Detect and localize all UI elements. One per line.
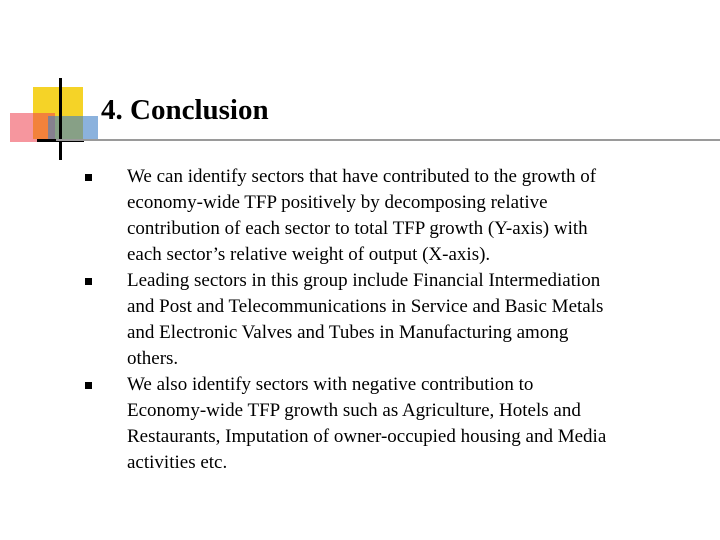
bullet-text: Leading sectors in this group include Financial Intermediation and Post and Telecommunications in Service and Basic Metals and Electronic Valves and Tubes in Manufacturing among others. xyxy=(127,270,604,369)
bullet-list xyxy=(0,164,720,476)
bullet-item xyxy=(0,372,617,476)
blue-accent-bar xyxy=(48,116,98,141)
bullet-text: We also identify sectors with negative contribution to Economy-wide TFP growth such as Agriculture, Hotels and Restaurants, Imputation of owner-occupied housing and Media activities etc. xyxy=(127,374,607,473)
bullet-text: We can identify sectors that have contributed to the growth of economy-wide TFP positively by decomposing relative contribution of each sector to total TFP growth (Y-axis) with each sector’s relative weight of output (X-axis). xyxy=(127,166,597,265)
square-bullet-icon xyxy=(85,174,92,181)
slide-title: 4. Conclusion xyxy=(101,94,269,126)
title-underline xyxy=(56,139,720,141)
square-bullet-icon xyxy=(85,278,92,285)
square-bullet-icon xyxy=(85,382,92,389)
vertical-accent-line xyxy=(59,78,62,160)
bullet-item xyxy=(0,164,617,268)
bullet-item xyxy=(0,268,617,372)
